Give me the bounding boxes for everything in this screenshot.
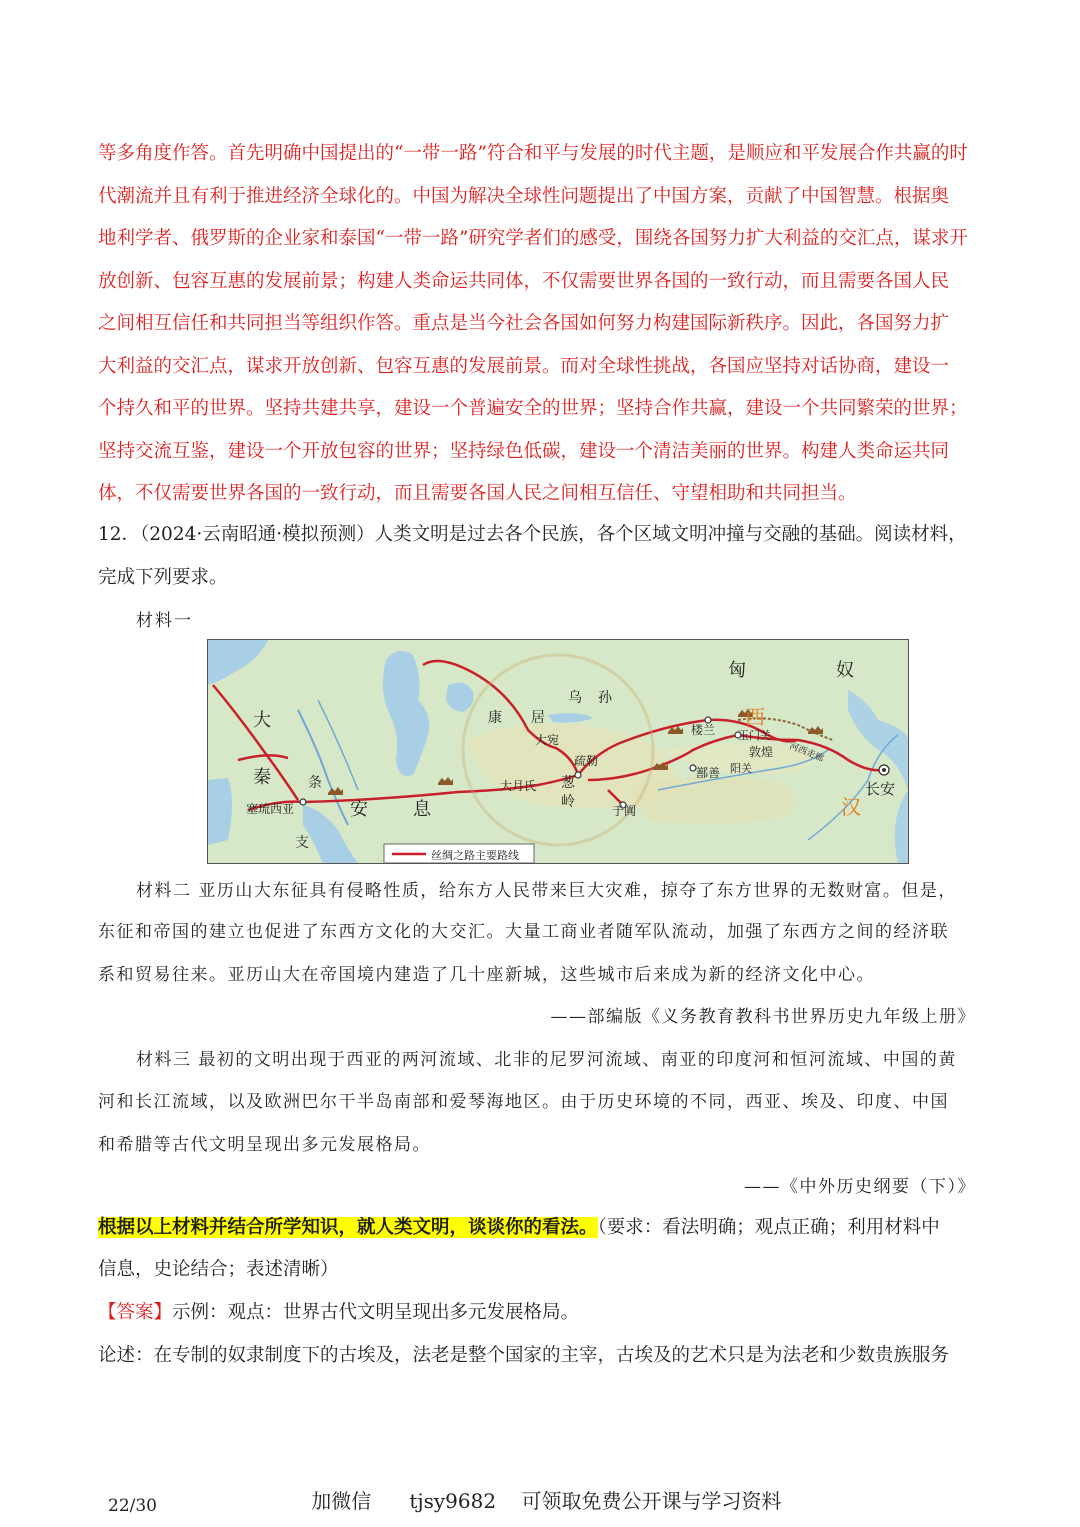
answer-continuation: [98, 133, 982, 516]
map-label: 塞琉西亚: [246, 802, 295, 816]
footer-id: tjsy9682: [409, 1489, 497, 1513]
silk-road-map: [207, 639, 909, 864]
answer-line: 放创新、包容互惠的发展前景；构建人类命运共同体，不仅需要世界各国的一致行动，而且需要各国人民: [98, 270, 950, 292]
map-label: 西: [745, 705, 765, 729]
answer-line: 地利学者、俄罗斯的企业家和泰国“一带一路”研究学者们的感受，围绕各国努力扩大利益的交汇点，谋求开: [98, 228, 968, 249]
map-label: 孙: [598, 690, 612, 706]
map-label: 楼兰: [691, 723, 716, 737]
material-three-line: 材料三 最初的文明出现于西亚的两河流域、北非的尼罗河流域、南亚的印度河和恒河流域、中国的黄: [136, 1050, 957, 1070]
answer-line: 论述：在专制的奴隶制度下的古埃及，法老是整个国家的主宰，古埃及的艺术只是为法老和少数贵族服务: [98, 1345, 950, 1366]
map-label: 汉: [841, 795, 861, 819]
map-label: 岭: [561, 794, 575, 810]
map-label: 大月氏: [500, 779, 537, 793]
answer-example: 示例：观点：世界古代文明呈现出多元发展格局。: [172, 1302, 580, 1323]
page-number: 22/30: [108, 1496, 157, 1516]
map-label: 葱: [561, 775, 575, 791]
answer-line: 大利益的交汇点，谋求开放创新、包容互惠的发展前景。而对全球性挑战，各国应坚持对话协商，建设一: [98, 355, 950, 377]
map-label: 敦煌: [749, 745, 774, 759]
map-label: 奴: [836, 660, 854, 681]
map-label: 条: [308, 775, 322, 791]
material-two-source: ——部编版《义务教育教科书世界历史九年级上册》: [550, 1007, 976, 1027]
material-two-line: 系和贸易往来。亚历山大在帝国境内建造了几十座新城，这些城市后来成为新的经济文化中心。: [98, 965, 875, 985]
answer-line: 代潮流并且有利于推进经济全球化的。中国为解决全球性问题提出了中国方案，贡献了中国智慧。根据奥: [98, 185, 950, 207]
map-label: 康: [488, 710, 502, 726]
footer-right: 可领取免费公开课与学习资料: [521, 1489, 782, 1513]
map-label: 阳关: [730, 762, 752, 775]
map-label: 鄯善: [696, 766, 721, 780]
task-line: [98, 1213, 982, 1239]
answer-line: 坚持交流互鉴，建设一个开放包容的世界；坚持绿色低碳，建设一个清洁美丽的世界。构建人类命运共同: [98, 440, 950, 462]
map-label: 息: [413, 799, 431, 820]
material-one-label: 材料一: [136, 611, 193, 631]
answer-line: 等多角度作答。首先明确中国提出的“一带一路”符合和平与发展的时代主题，是顺应和平发展合作共赢的时: [98, 143, 968, 164]
map-label: 长安: [865, 780, 896, 798]
map-label: 玉门关: [738, 729, 771, 742]
answer-tag: 【答案】: [98, 1302, 173, 1323]
task-highlight: 根据以上材料并结合所学知识，就人类文明，谈谈你的看法。: [98, 1217, 598, 1238]
footer: [0, 1461, 1080, 1514]
answer-line: 体，不仅需要世界各国的一致行动，而且需要各国人民之间相互信任、守望相助和共同担当。: [98, 483, 857, 504]
map-label: 河西走廊: [787, 741, 826, 765]
map-legend-label: 丝绸之路主要路线: [431, 849, 519, 862]
map-label: 大宛: [535, 733, 560, 747]
material-three-line: 河和长江流域，以及欧洲巴尔干半岛南部和爱琴海地区。由于历史环境的不同，西亚、埃及、印度、中国: [98, 1092, 949, 1112]
task-requirements: （要求：看法明确；观点正确；利用材料中: [597, 1217, 940, 1238]
map-label: 秦: [253, 767, 271, 788]
question-line: 12．（2024·云南昭通·模拟预测）人类文明是过去各个民族，各个区域文明冲撞与交融的基础。阅读材料，: [98, 524, 967, 545]
answer-line: [98, 1298, 982, 1324]
map-label: 疏勒: [574, 754, 599, 768]
material-three-source: ——《中外历史纲要（下）》: [744, 1177, 976, 1197]
map-label: 支: [295, 835, 309, 851]
material-two-line: 材料二 亚历山大东征具有侵略性质，给东方人民带来巨大灾难，掠夺了东方世界的无数财富。但是，: [136, 881, 957, 901]
footer-left: 加微信: [311, 1489, 372, 1513]
task-line: 信息，史论结合；表述清晰）: [98, 1259, 339, 1280]
map-svg: [208, 640, 908, 863]
material-two-line: 东征和帝国的建立也促进了东西方文化的大交汇。大量工商业者随军队流动，加强了东西方之间的经济联: [98, 922, 949, 942]
map-label: 匈: [728, 660, 746, 681]
map-label: 乌: [568, 690, 582, 706]
map-label: 安: [350, 799, 368, 820]
material-three-line: 和希腊等古代文明呈现出多元发展格局。: [98, 1135, 431, 1155]
map-label: 大: [253, 710, 271, 731]
map-label: 于阗: [612, 804, 637, 818]
answer-line: 之间相互信任和共同担当等组织作答。重点是当今社会各国如何努力构建国际新秩序。因此，各国努力扩: [98, 313, 950, 334]
answer-line: 个持久和平的世界。坚持共建共享，建设一个普遍安全的世界；坚持合作共赢，建设一个共同繁荣的世界；: [98, 398, 968, 419]
question-line: 完成下列要求。: [98, 567, 228, 588]
map-label: 居: [531, 710, 545, 726]
